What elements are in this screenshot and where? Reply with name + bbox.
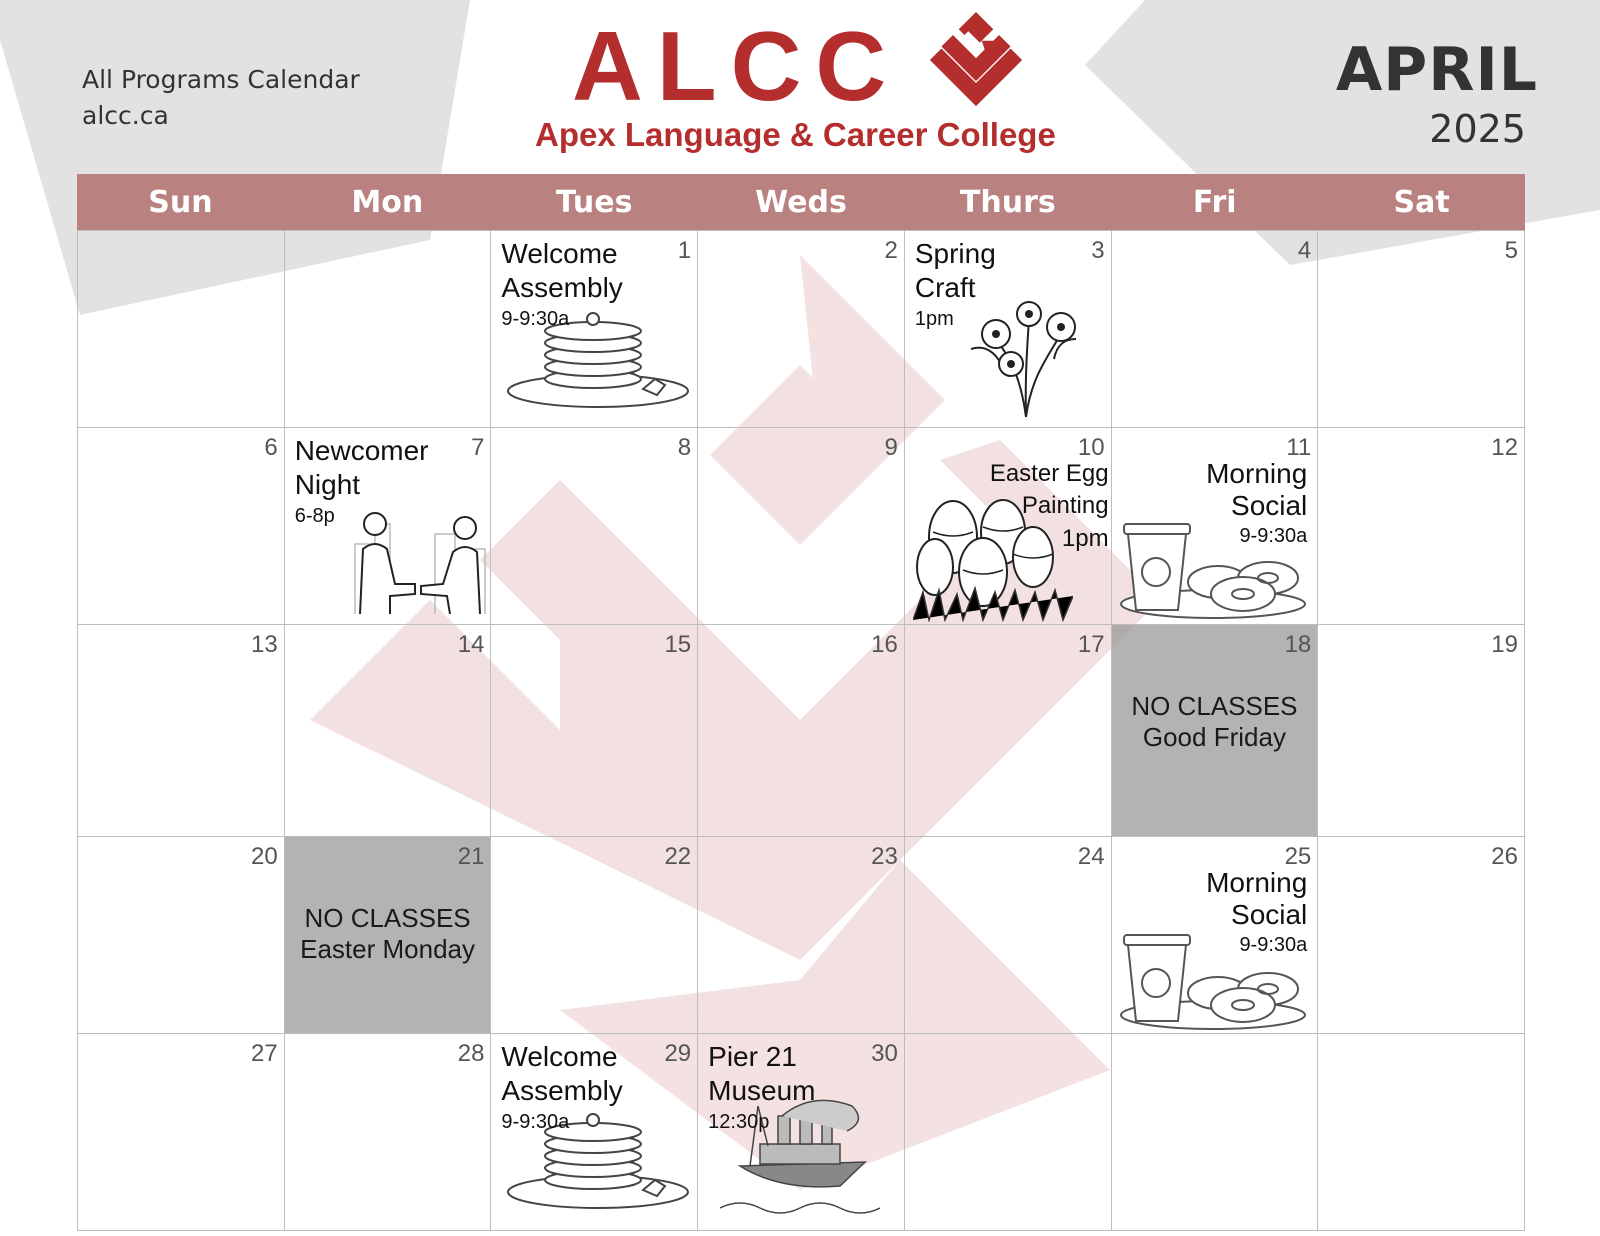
day-cell-14[interactable]: [285, 625, 492, 837]
event-time: 12:30p: [708, 1111, 770, 1133]
day-number: 12: [1491, 434, 1518, 461]
day-number: 15: [664, 631, 692, 658]
day-number: 30: [871, 1040, 898, 1067]
day-number: 10: [1077, 434, 1105, 461]
day-number: 24: [1077, 843, 1105, 870]
day-number: 28: [457, 1040, 485, 1067]
event[interactable]: [905, 458, 1109, 556]
event-title: Newcomer Night: [294, 435, 429, 500]
month-title: [1336, 34, 1538, 152]
event-time: 9-9:30a: [501, 1111, 570, 1133]
brand-fullname: Apex Language & Career College: [535, 116, 1056, 153]
weekday-tues: Tues: [555, 184, 633, 220]
event-time: 9-9:30a: [501, 308, 570, 330]
day-number: 5: [1504, 237, 1518, 264]
day-cell-18[interactable]: [1112, 625, 1319, 837]
day-cell-26[interactable]: [1318, 837, 1525, 1034]
website-link[interactable]: alcc.ca: [82, 101, 169, 130]
day-number: 9: [884, 434, 898, 461]
event-time: 1pm: [1061, 525, 1109, 552]
empty-day-cell: [285, 231, 492, 428]
day-cell-1[interactable]: [491, 231, 698, 428]
event-title: Morning Social: [1206, 458, 1308, 521]
event-time: 9-9:30a: [1239, 934, 1308, 956]
day-number: 27: [251, 1040, 278, 1067]
day-number: 22: [664, 843, 692, 870]
brand-logo: [520, 12, 1080, 162]
event-title: Welcome Assembly: [501, 238, 623, 303]
day-cell-15[interactable]: [491, 625, 698, 837]
event-time: 9-9:30a: [1239, 525, 1308, 547]
day-cell-17[interactable]: [905, 625, 1112, 837]
day-cell-28[interactable]: [285, 1034, 492, 1231]
day-number: 29: [664, 1040, 692, 1067]
event-title: Easter Egg Painting: [989, 460, 1109, 519]
day-cell-29[interactable]: [491, 1034, 698, 1231]
event[interactable]: [501, 237, 622, 333]
closed-label: NO CLASSES: [304, 903, 471, 933]
day-cell-25[interactable]: [1112, 837, 1319, 1034]
day-number: 7: [471, 434, 485, 461]
day-cell-23[interactable]: [698, 837, 905, 1034]
holiday-name: Good Friday: [1142, 722, 1286, 752]
day-cell-21[interactable]: [285, 837, 492, 1034]
event-title: Spring Craft: [914, 238, 996, 303]
no-classes-notice: [285, 903, 491, 965]
day-cell-13[interactable]: [78, 625, 285, 837]
day-cell-16[interactable]: [698, 625, 905, 837]
day-cell-12[interactable]: [1318, 428, 1525, 625]
day-number: 19: [1491, 631, 1518, 658]
day-cell-19[interactable]: [1318, 625, 1525, 837]
empty-day-cell: [1318, 1034, 1525, 1231]
event-time: 6-8p: [294, 505, 335, 527]
weekday-weds: Weds: [755, 184, 847, 220]
day-number: 23: [871, 843, 898, 870]
brand-wordmark: ALCC: [572, 11, 901, 121]
day-number: 17: [1077, 631, 1105, 658]
weekday-sat: Sat: [1393, 184, 1450, 220]
day-cell-9[interactable]: [698, 428, 905, 625]
weekday-fri: Fri: [1192, 184, 1237, 220]
event-title: Morning Social: [1206, 867, 1308, 930]
header-info: [82, 62, 360, 134]
day-cell-4[interactable]: [1112, 231, 1319, 428]
day-number: 14: [457, 631, 485, 658]
day-number: 2: [884, 237, 898, 264]
day-number: 3: [1091, 237, 1105, 264]
event-title: Pier 21 Museum: [708, 1041, 816, 1106]
event[interactable]: [1206, 867, 1307, 959]
day-number: 16: [871, 631, 898, 658]
day-number: 4: [1297, 237, 1312, 264]
day-number: 20: [251, 843, 278, 870]
day-cell-27[interactable]: [78, 1034, 285, 1231]
event[interactable]: [501, 1040, 622, 1136]
program-label: All Programs Calendar: [82, 65, 360, 94]
weekday-mon: Mon: [351, 184, 424, 220]
day-cell-2[interactable]: [698, 231, 905, 428]
alcc-chevron-icon: [928, 12, 1024, 108]
no-classes-notice: [1112, 691, 1318, 753]
day-cell-11[interactable]: [1112, 428, 1319, 625]
day-cell-10[interactable]: [905, 428, 1112, 625]
day-cell-5[interactable]: [1318, 231, 1525, 428]
day-cell-30[interactable]: [698, 1034, 905, 1231]
empty-day-cell: [905, 1034, 1112, 1231]
event-title: Welcome Assembly: [501, 1041, 623, 1106]
event-time: 1pm: [914, 308, 954, 330]
weekday-sun: Sun: [148, 184, 213, 220]
day-number: 25: [1284, 843, 1312, 870]
event[interactable]: [915, 237, 996, 333]
empty-day-cell: [1112, 1034, 1319, 1231]
closed-label: NO CLASSES: [1131, 691, 1298, 721]
day-cell-7[interactable]: [285, 428, 492, 625]
year: 2025: [1429, 107, 1526, 151]
day-cell-3[interactable]: [905, 231, 1112, 428]
day-cell-22[interactable]: [491, 837, 698, 1034]
day-number: 6: [264, 434, 278, 461]
weekday-header: [77, 174, 1525, 230]
day-cell-24[interactable]: [905, 837, 1112, 1034]
event[interactable]: [295, 434, 429, 530]
day-number: 11: [1286, 434, 1312, 461]
holiday-name: Easter Monday: [300, 934, 475, 964]
empty-day-cell: [78, 231, 285, 428]
calendar: [77, 174, 1525, 1231]
weekday-thurs: Thurs: [959, 184, 1056, 220]
day-number: 26: [1491, 843, 1518, 870]
day-number: 1: [677, 237, 692, 264]
day-number: 8: [677, 434, 692, 461]
event[interactable]: [708, 1040, 815, 1136]
day-cell-8[interactable]: [491, 428, 698, 625]
event[interactable]: [1206, 458, 1307, 550]
day-number: 13: [251, 631, 278, 658]
calendar-grid: [77, 230, 1525, 1231]
day-cell-20[interactable]: [78, 837, 285, 1034]
month-name: APRIL: [1335, 35, 1538, 105]
day-number: 21: [457, 843, 485, 870]
day-number: 18: [1284, 631, 1312, 658]
day-cell-6[interactable]: [78, 428, 285, 625]
